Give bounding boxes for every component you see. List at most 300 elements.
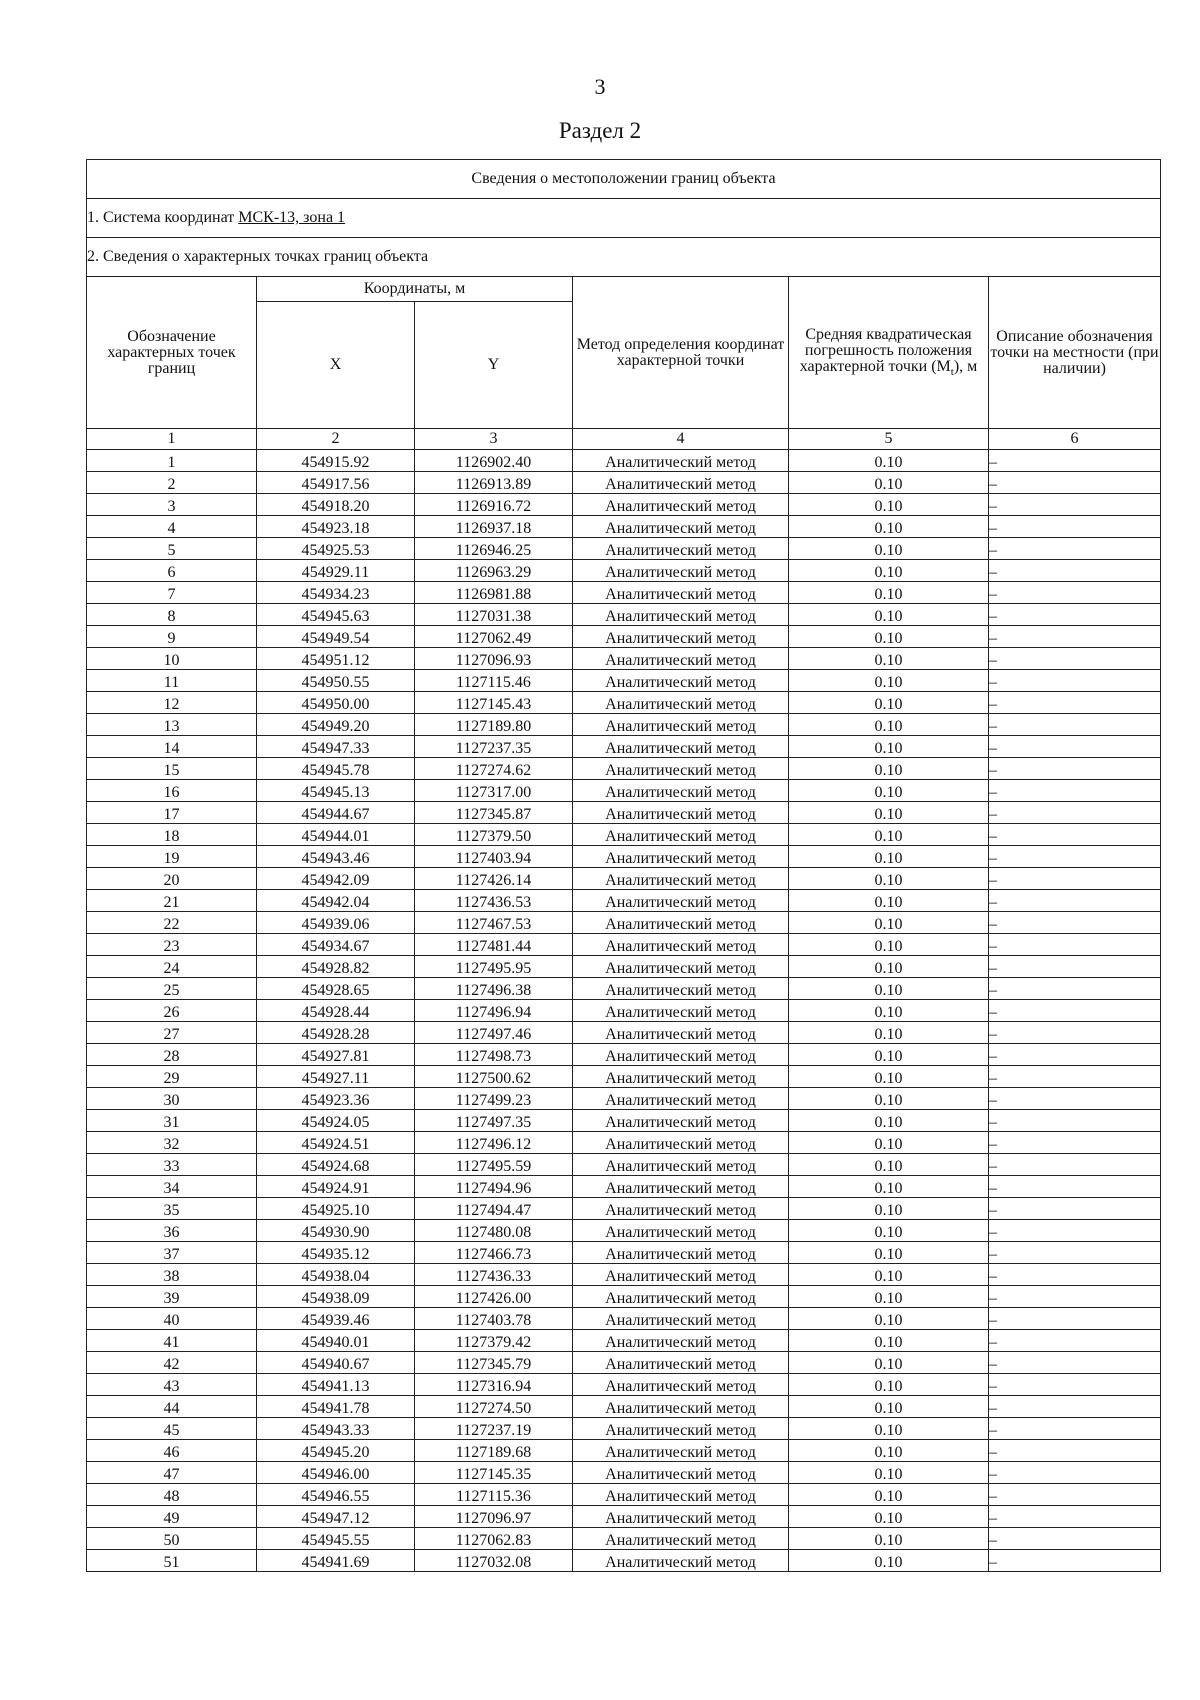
point-number: 50 — [87, 1528, 257, 1550]
description: – — [989, 538, 1161, 560]
mean-error: 0.10 — [789, 1484, 989, 1506]
method: Аналитический метод — [573, 1418, 789, 1440]
coord-x: 454925.53 — [257, 538, 415, 560]
description: – — [989, 472, 1161, 494]
coord-y: 1127345.79 — [415, 1352, 573, 1374]
coord-x: 454947.12 — [257, 1506, 415, 1528]
coord-x: 454950.55 — [257, 670, 415, 692]
method: Аналитический метод — [573, 736, 789, 758]
coord-x: 454945.78 — [257, 758, 415, 780]
table-row — [87, 1462, 1161, 1484]
coord-x: 454943.33 — [257, 1418, 415, 1440]
mean-error: 0.10 — [789, 1440, 989, 1462]
description: – — [989, 846, 1161, 868]
description: – — [989, 1462, 1161, 1484]
description: – — [989, 714, 1161, 736]
table-row — [87, 1132, 1161, 1154]
coord-x: 454945.55 — [257, 1528, 415, 1550]
description: – — [989, 1506, 1161, 1528]
point-number: 51 — [87, 1550, 257, 1572]
coord-x: 454941.69 — [257, 1550, 415, 1572]
table-body — [87, 160, 1161, 1572]
mean-error: 0.10 — [789, 1308, 989, 1330]
description: – — [989, 1242, 1161, 1264]
point-number: 11 — [87, 670, 257, 692]
table-row — [87, 1440, 1161, 1462]
mean-error: 0.10 — [789, 648, 989, 670]
coord-y: 1127494.96 — [415, 1176, 573, 1198]
method: Аналитический метод — [573, 648, 789, 670]
coord-y: 1127062.83 — [415, 1528, 573, 1550]
description: – — [989, 802, 1161, 824]
mean-error: 0.10 — [789, 516, 989, 538]
table-row — [87, 582, 1161, 604]
header-description: Описание обозначения точки на местности (при наличии) — [989, 277, 1161, 429]
mean-error: 0.10 — [789, 1088, 989, 1110]
point-number: 5 — [87, 538, 257, 560]
coord-x: 454940.67 — [257, 1352, 415, 1374]
mean-error: 0.10 — [789, 1242, 989, 1264]
point-number: 7 — [87, 582, 257, 604]
mean-error: 0.10 — [789, 824, 989, 846]
coord-x: 454929.11 — [257, 560, 415, 582]
method: Аналитический метод — [573, 494, 789, 516]
method: Аналитический метод — [573, 626, 789, 648]
mean-error: 0.10 — [789, 1374, 989, 1396]
description: – — [989, 868, 1161, 890]
coord-y: 1127096.97 — [415, 1506, 573, 1528]
table-row — [87, 538, 1161, 560]
method: Аналитический метод — [573, 1286, 789, 1308]
point-number: 14 — [87, 736, 257, 758]
mean-error: 0.10 — [789, 692, 989, 714]
table-row — [87, 934, 1161, 956]
method: Аналитический метод — [573, 582, 789, 604]
coord-x: 454946.55 — [257, 1484, 415, 1506]
method: Аналитический метод — [573, 670, 789, 692]
description: – — [989, 1176, 1161, 1198]
coord-x: 454941.78 — [257, 1396, 415, 1418]
mean-error: 0.10 — [789, 1044, 989, 1066]
table-row — [87, 1198, 1161, 1220]
table-row — [87, 758, 1161, 780]
mean-error: 0.10 — [789, 1550, 989, 1572]
point-number: 36 — [87, 1220, 257, 1242]
column-number: 6 — [989, 429, 1161, 450]
description: – — [989, 956, 1161, 978]
table-row — [87, 824, 1161, 846]
mean-error: 0.10 — [789, 1264, 989, 1286]
mean-error: 0.10 — [789, 1418, 989, 1440]
table-row — [87, 780, 1161, 802]
method: Аналитический метод — [573, 604, 789, 626]
coord-x: 454923.36 — [257, 1088, 415, 1110]
mean-error: 0.10 — [789, 604, 989, 626]
table-row — [87, 1286, 1161, 1308]
mean-error: 0.10 — [789, 494, 989, 516]
description: – — [989, 560, 1161, 582]
description: – — [989, 1374, 1161, 1396]
point-number: 45 — [87, 1418, 257, 1440]
column-number: 2 — [257, 429, 415, 450]
mean-error: 0.10 — [789, 450, 989, 472]
mean-error: 0.10 — [789, 846, 989, 868]
table-title-row — [87, 160, 1161, 199]
method: Аналитический метод — [573, 560, 789, 582]
method: Аналитический метод — [573, 868, 789, 890]
point-number: 28 — [87, 1044, 257, 1066]
mean-error: 0.10 — [789, 1396, 989, 1418]
mean-error: 0.10 — [789, 670, 989, 692]
description: – — [989, 626, 1161, 648]
table-row — [87, 1352, 1161, 1374]
table-row — [87, 1088, 1161, 1110]
coord-x: 454924.51 — [257, 1132, 415, 1154]
mean-error: 0.10 — [789, 934, 989, 956]
coord-y: 1127274.50 — [415, 1396, 573, 1418]
description: – — [989, 1418, 1161, 1440]
point-number: 15 — [87, 758, 257, 780]
table-row — [87, 736, 1161, 758]
column-number: 5 — [789, 429, 989, 450]
header-coordinates: Координаты, м — [257, 277, 573, 302]
header-row-top — [87, 277, 1161, 302]
point-number: 1 — [87, 450, 257, 472]
point-number: 4 — [87, 516, 257, 538]
point-number: 24 — [87, 956, 257, 978]
coord-x: 454939.46 — [257, 1308, 415, 1330]
table-row — [87, 692, 1161, 714]
mean-error: 0.10 — [789, 472, 989, 494]
method: Аналитический метод — [573, 1000, 789, 1022]
point-number: 40 — [87, 1308, 257, 1330]
coord-x: 454928.44 — [257, 1000, 415, 1022]
section-title: Раздел 2 — [558, 118, 642, 143]
coord-y: 1127496.38 — [415, 978, 573, 1000]
coord-x: 454934.23 — [257, 582, 415, 604]
coord-x: 454945.13 — [257, 780, 415, 802]
coord-x: 454917.56 — [257, 472, 415, 494]
method: Аналитический метод — [573, 824, 789, 846]
point-number: 48 — [87, 1484, 257, 1506]
method: Аналитический метод — [573, 1044, 789, 1066]
description: – — [989, 1110, 1161, 1132]
coord-y: 1127062.49 — [415, 626, 573, 648]
method: Аналитический метод — [573, 956, 789, 978]
method: Аналитический метод — [573, 692, 789, 714]
description: – — [989, 1154, 1161, 1176]
point-number: 25 — [87, 978, 257, 1000]
point-number: 19 — [87, 846, 257, 868]
description: – — [989, 1484, 1161, 1506]
table-row — [87, 1264, 1161, 1286]
table-title: Сведения о местоположении границ объекта — [87, 160, 1161, 199]
description: – — [989, 1528, 1161, 1550]
point-number: 27 — [87, 1022, 257, 1044]
coord-x: 454949.20 — [257, 714, 415, 736]
mean-error: 0.10 — [789, 538, 989, 560]
method: Аналитический метод — [573, 1374, 789, 1396]
method: Аналитический метод — [573, 450, 789, 472]
coord-y: 1127497.46 — [415, 1022, 573, 1044]
coord-y: 1127500.62 — [415, 1066, 573, 1088]
method: Аналитический метод — [573, 1022, 789, 1044]
method: Аналитический метод — [573, 1440, 789, 1462]
method: Аналитический метод — [573, 538, 789, 560]
method: Аналитический метод — [573, 1550, 789, 1572]
point-number: 18 — [87, 824, 257, 846]
point-number: 49 — [87, 1506, 257, 1528]
point-number: 17 — [87, 802, 257, 824]
coord-y: 1127274.62 — [415, 758, 573, 780]
coord-y: 1127496.94 — [415, 1000, 573, 1022]
method: Аналитический метод — [573, 912, 789, 934]
table-row — [87, 494, 1161, 516]
header-point-label: Обозначение характерных точек границ — [87, 277, 257, 429]
mean-error: 0.10 — [789, 736, 989, 758]
description: – — [989, 670, 1161, 692]
method: Аналитический метод — [573, 1506, 789, 1528]
table-row — [87, 1176, 1161, 1198]
point-number: 41 — [87, 1330, 257, 1352]
description: – — [989, 1198, 1161, 1220]
mean-error: 0.10 — [789, 780, 989, 802]
method: Аналитический метод — [573, 1308, 789, 1330]
mean-error: 0.10 — [789, 714, 989, 736]
method: Аналитический метод — [573, 1330, 789, 1352]
method: Аналитический метод — [573, 1396, 789, 1418]
description: – — [989, 824, 1161, 846]
coord-x: 454927.81 — [257, 1044, 415, 1066]
description: – — [989, 516, 1161, 538]
mean-error: 0.10 — [789, 890, 989, 912]
coord-y: 1126937.18 — [415, 516, 573, 538]
description: – — [989, 1550, 1161, 1572]
coord-y: 1127495.95 — [415, 956, 573, 978]
point-number: 44 — [87, 1396, 257, 1418]
coord-y: 1127345.87 — [415, 802, 573, 824]
coord-x: 454928.82 — [257, 956, 415, 978]
description: – — [989, 1066, 1161, 1088]
method: Аналитический метод — [573, 1264, 789, 1286]
mean-error: 0.10 — [789, 1000, 989, 1022]
coord-x: 454944.67 — [257, 802, 415, 824]
coord-system-value: МСК-13, зона 1 — [238, 209, 346, 226]
point-number: 42 — [87, 1352, 257, 1374]
header-y: Y — [415, 302, 573, 429]
table-row — [87, 1154, 1161, 1176]
description: – — [989, 692, 1161, 714]
header-error — [789, 277, 989, 429]
header-error-subscript: t — [950, 366, 954, 379]
method: Аналитический метод — [573, 1528, 789, 1550]
description: – — [989, 494, 1161, 516]
coord-x: 454947.33 — [257, 736, 415, 758]
description: – — [989, 1330, 1161, 1352]
table-row — [87, 648, 1161, 670]
boundary-points-table — [86, 159, 1161, 1572]
coord-x: 454923.18 — [257, 516, 415, 538]
coord-y: 1126946.25 — [415, 538, 573, 560]
header-error-text: Средняя квадратическая погрешность положения характерной точки (M — [799, 325, 973, 375]
coord-x: 454938.09 — [257, 1286, 415, 1308]
coord-y: 1127096.93 — [415, 648, 573, 670]
coord-y: 1127145.35 — [415, 1462, 573, 1484]
description: – — [989, 1022, 1161, 1044]
point-number: 13 — [87, 714, 257, 736]
coord-x: 454938.04 — [257, 1264, 415, 1286]
coord-x: 454941.13 — [257, 1374, 415, 1396]
point-number: 16 — [87, 780, 257, 802]
description: – — [989, 758, 1161, 780]
coord-x: 454943.46 — [257, 846, 415, 868]
point-number: 26 — [87, 1000, 257, 1022]
coord-y: 1127403.94 — [415, 846, 573, 868]
point-number: 23 — [87, 934, 257, 956]
method: Аналитический метод — [573, 1066, 789, 1088]
coord-y: 1126902.40 — [415, 450, 573, 472]
coord-x: 454925.10 — [257, 1198, 415, 1220]
table-row — [87, 1396, 1161, 1418]
coord-y: 1127496.12 — [415, 1132, 573, 1154]
coord-y: 1127115.36 — [415, 1484, 573, 1506]
method: Аналитический метод — [573, 1484, 789, 1506]
coord-y: 1127031.38 — [415, 604, 573, 626]
coord-y: 1127379.42 — [415, 1330, 573, 1352]
coord-y: 1126981.88 — [415, 582, 573, 604]
table-row — [87, 956, 1161, 978]
table-row — [87, 1242, 1161, 1264]
point-number: 12 — [87, 692, 257, 714]
description: – — [989, 1088, 1161, 1110]
mean-error: 0.10 — [789, 1022, 989, 1044]
header-error-unit: ), м — [953, 357, 978, 375]
coord-y: 1127237.19 — [415, 1418, 573, 1440]
method: Аналитический метод — [573, 846, 789, 868]
method: Аналитический метод — [573, 1154, 789, 1176]
method: Аналитический метод — [573, 1176, 789, 1198]
coord-y: 1126913.89 — [415, 472, 573, 494]
point-number: 47 — [87, 1462, 257, 1484]
table-row — [87, 1000, 1161, 1022]
table-row — [87, 802, 1161, 824]
point-number: 35 — [87, 1198, 257, 1220]
table-row — [87, 1330, 1161, 1352]
point-number: 9 — [87, 626, 257, 648]
method: Аналитический метод — [573, 1110, 789, 1132]
point-number: 3 — [87, 494, 257, 516]
coord-x: 454915.92 — [257, 450, 415, 472]
method: Аналитический метод — [573, 714, 789, 736]
coord-y: 1127426.00 — [415, 1286, 573, 1308]
point-number: 8 — [87, 604, 257, 626]
table-row — [87, 1484, 1161, 1506]
mean-error: 0.10 — [789, 1462, 989, 1484]
table-row — [87, 1110, 1161, 1132]
mean-error: 0.10 — [789, 1198, 989, 1220]
column-number: 1 — [87, 429, 257, 450]
coord-x: 454924.05 — [257, 1110, 415, 1132]
mean-error: 0.10 — [789, 1154, 989, 1176]
description: – — [989, 1396, 1161, 1418]
coord-y: 1127032.08 — [415, 1550, 573, 1572]
mean-error: 0.10 — [789, 1286, 989, 1308]
coord-y: 1127480.08 — [415, 1220, 573, 1242]
coord-y: 1127436.33 — [415, 1264, 573, 1286]
point-number: 10 — [87, 648, 257, 670]
point-number: 43 — [87, 1374, 257, 1396]
point-number: 20 — [87, 868, 257, 890]
coord-y: 1126963.29 — [415, 560, 573, 582]
coord-x: 454930.90 — [257, 1220, 415, 1242]
coord-y: 1127497.35 — [415, 1110, 573, 1132]
mean-error: 0.10 — [789, 978, 989, 1000]
coord-y: 1127498.73 — [415, 1044, 573, 1066]
coord-y: 1127317.00 — [415, 780, 573, 802]
point-number: 22 — [87, 912, 257, 934]
table-row — [87, 1066, 1161, 1088]
table-row — [87, 1418, 1161, 1440]
coord-x: 454942.09 — [257, 868, 415, 890]
method: Аналитический метод — [573, 1132, 789, 1154]
header-x: X — [257, 302, 415, 429]
method: Аналитический метод — [573, 516, 789, 538]
description: – — [989, 890, 1161, 912]
mean-error: 0.10 — [789, 1176, 989, 1198]
point-number: 39 — [87, 1286, 257, 1308]
method: Аналитический метод — [573, 780, 789, 802]
method: Аналитический метод — [573, 978, 789, 1000]
table-row — [87, 472, 1161, 494]
table-row — [87, 978, 1161, 1000]
coord-x: 454924.68 — [257, 1154, 415, 1176]
table-row — [87, 1022, 1161, 1044]
coord-y: 1127494.47 — [415, 1198, 573, 1220]
method: Аналитический метод — [573, 758, 789, 780]
description: – — [989, 1440, 1161, 1462]
point-number: 32 — [87, 1132, 257, 1154]
table-row — [87, 912, 1161, 934]
point-number: 33 — [87, 1154, 257, 1176]
coord-x: 454946.00 — [257, 1462, 415, 1484]
description: – — [989, 1000, 1161, 1022]
coord-x: 454928.65 — [257, 978, 415, 1000]
method: Аналитический метод — [573, 1462, 789, 1484]
coord-x: 454924.91 — [257, 1176, 415, 1198]
point-number: 31 — [87, 1110, 257, 1132]
coord-y: 1127499.23 — [415, 1088, 573, 1110]
coord-y: 1127316.94 — [415, 1374, 573, 1396]
point-number: 6 — [87, 560, 257, 582]
coord-x: 454945.63 — [257, 604, 415, 626]
description: – — [989, 604, 1161, 626]
coord-y: 1127481.44 — [415, 934, 573, 956]
page-number: 3 — [594, 74, 606, 99]
table-row — [87, 1308, 1161, 1330]
coord-y: 1127403.78 — [415, 1308, 573, 1330]
coord-system-prefix: 1. Система координат — [87, 209, 239, 226]
coord-y: 1127436.53 — [415, 890, 573, 912]
column-number: 4 — [573, 429, 789, 450]
point-number: 38 — [87, 1264, 257, 1286]
point-number: 34 — [87, 1176, 257, 1198]
mean-error: 0.10 — [789, 1066, 989, 1088]
description: – — [989, 582, 1161, 604]
coord-y: 1127467.53 — [415, 912, 573, 934]
mean-error: 0.10 — [789, 582, 989, 604]
table-row — [87, 868, 1161, 890]
coord-x: 454927.11 — [257, 1066, 415, 1088]
